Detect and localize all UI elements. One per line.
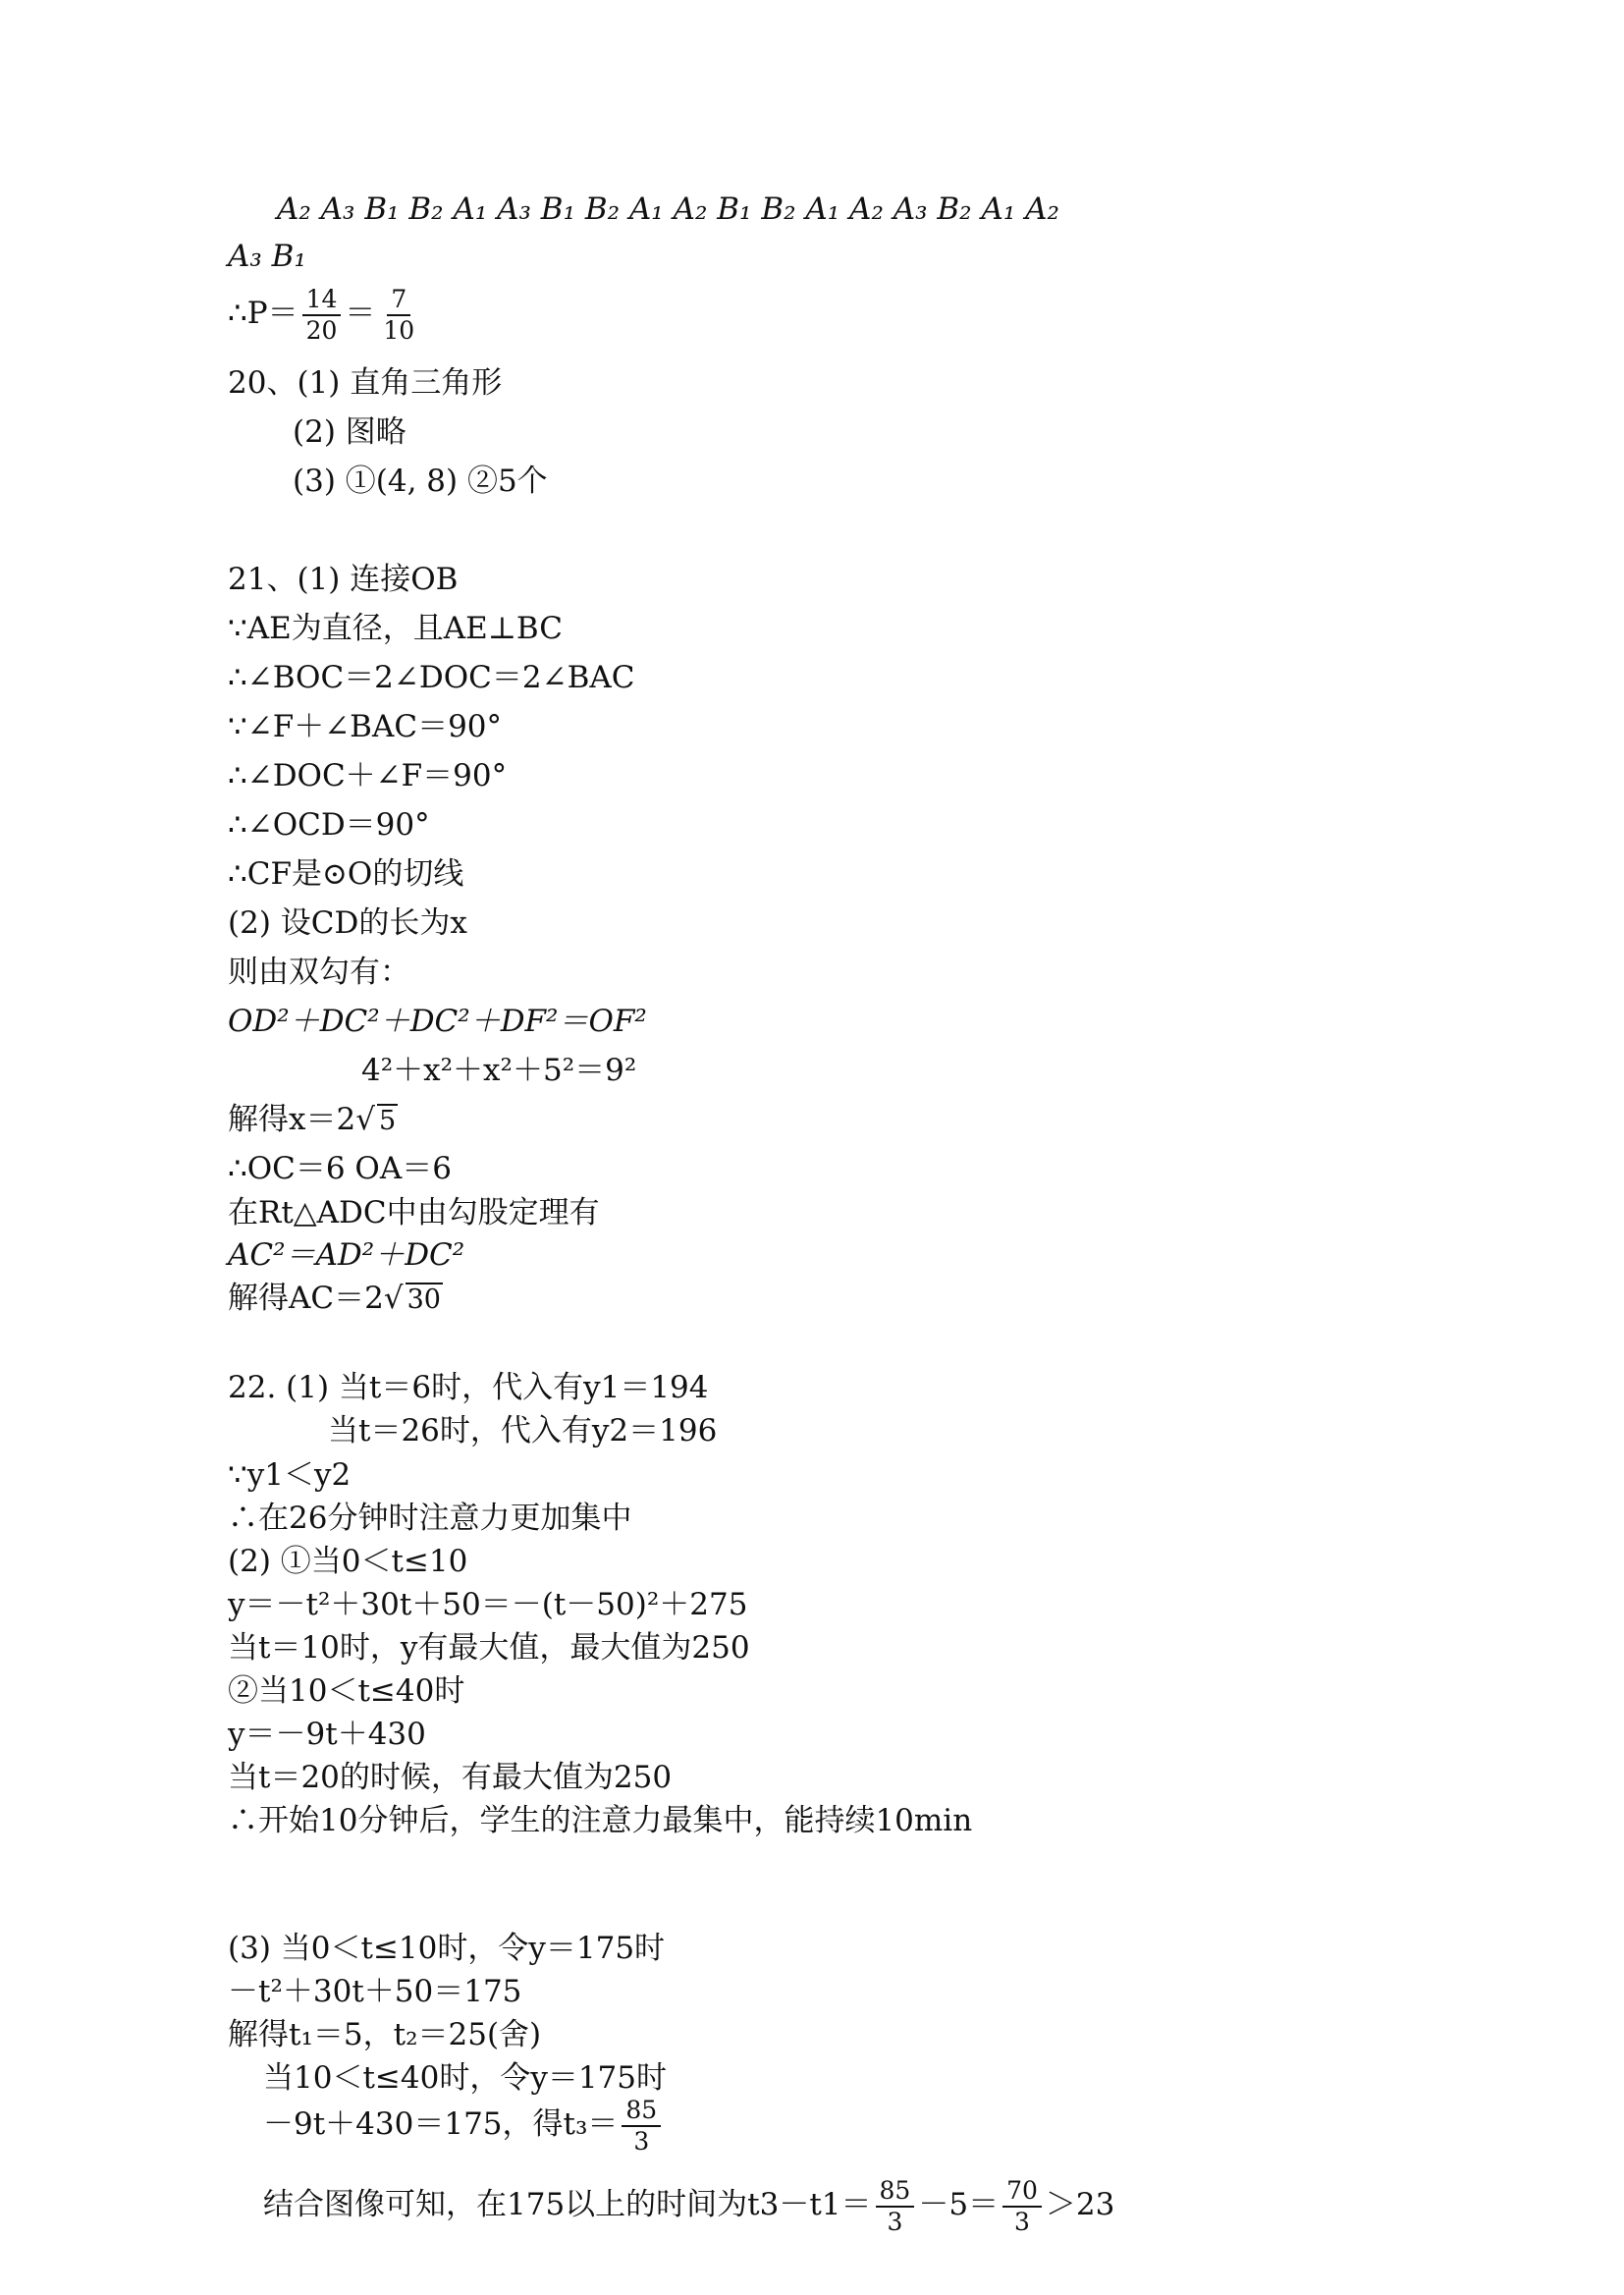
probability-line <box>228 281 422 346</box>
fraction-14-20 <box>302 285 342 346</box>
q22-line-2: 当t＝26时，代入有y2＝196 <box>328 1413 718 1448</box>
q22-line-16-text: －9t＋430＝175，得t₃＝ <box>263 2106 619 2142</box>
q22-line-8: ②当10＜t≤40时 <box>228 1673 465 1709</box>
enumeration-line-2: A₃ B₁ <box>228 239 306 274</box>
q22-line-7: 当t＝10时，y有最大值，最大值为250 <box>228 1630 750 1666</box>
sqrt-radicand: 30 <box>406 1284 441 1315</box>
fraction-numerator: 7 <box>387 285 410 316</box>
sqrt-icon: √ <box>355 1102 375 1137</box>
fraction-85-3 <box>876 2176 915 2237</box>
q21-line-12-text: 解得x＝2 <box>228 1102 356 1137</box>
q22-line-9: y＝－9t＋430 <box>228 1717 426 1752</box>
q22-line-14: 解得t₁＝5，t₂＝25(舍) <box>228 2017 542 2052</box>
fraction-70-3 <box>1002 2176 1042 2237</box>
fraction-denominator: 3 <box>887 2207 903 2236</box>
fraction-numerator: 14 <box>302 285 342 316</box>
fraction-85-3 <box>622 2096 661 2157</box>
q21-line-11: 4²＋x²＋x²＋5²＝9² <box>361 1053 637 1088</box>
fraction-numerator: 85 <box>876 2176 915 2208</box>
q22-line-3: ∵y1＜y2 <box>228 1457 352 1493</box>
q21-line-1: 21、(1) 连接OB <box>228 562 459 597</box>
q21-line-7: ∴CF是⊙O的切线 <box>228 856 464 892</box>
q22-line-17-text: 结合图像可知，在175以上的时间为t3－t1＝ <box>263 2187 872 2222</box>
sqrt-icon: √ <box>383 1281 404 1316</box>
q22-line-10: 当t＝20的时候，有最大值为250 <box>228 1760 673 1795</box>
sqrt-radicand: 5 <box>378 1106 397 1136</box>
equals-sign: ＝ <box>345 296 376 331</box>
fraction-7-10 <box>379 285 418 346</box>
q22-line-6: y＝－t²＋30t＋50＝－(t－50)²＋275 <box>228 1587 748 1622</box>
q20-part1: 20、(1) 直角三角形 <box>228 365 503 401</box>
fraction-denominator: 3 <box>1014 2207 1030 2236</box>
q21-line-16 <box>228 1279 443 1320</box>
q21-line-15: AC²＝AD²＋DC² <box>228 1237 465 1273</box>
q20-part2: (2) 图略 <box>293 414 406 450</box>
fraction-denominator: 10 <box>383 315 415 345</box>
fraction-denominator: 20 <box>305 315 338 345</box>
minus-five: －5＝ <box>918 2187 1000 2222</box>
q21-line-6: ∴∠OCD＝90° <box>228 807 430 843</box>
q21-line-2: ∵AE为直径，且AE⊥BC <box>228 611 563 646</box>
q21-line-9: 则由双勾有： <box>228 955 410 990</box>
fraction-numerator: 85 <box>622 2096 661 2127</box>
q22-line-5: (2) ①当0＜t≤10 <box>228 1544 468 1579</box>
q22-line-12: (3) 当0＜t≤10时，令y＝175时 <box>228 1931 666 1966</box>
q22-line-4: ∴在26分钟时注意力更加集中 <box>228 1501 632 1536</box>
q21-line-12 <box>228 1100 398 1141</box>
q20-part3: (3) ①(4, 8) ②5个 <box>293 464 548 499</box>
q22-line-1: 22. (1) 当t＝6时，代入有y1＝194 <box>228 1370 709 1405</box>
q22-line-13: －t²＋30t＋50＝175 <box>228 1974 522 2009</box>
fraction-denominator: 3 <box>633 2126 650 2156</box>
fraction-numerator: 70 <box>1002 2176 1042 2208</box>
greater-than-23: ＞23 <box>1045 2187 1115 2222</box>
q21-line-14: 在Rt△ADC中由勾股定理有 <box>228 1195 600 1230</box>
q21-line-4: ∵∠F＋∠BAC＝90° <box>228 709 503 744</box>
q22-line-15: 当10＜t≤40时，令y＝175时 <box>263 2060 668 2096</box>
enumeration-line-1: A₂ A₃ B₁ B₂ A₁ A₃ B₁ B₂ A₁ A₂ B₁ B₂ A₁ A₂ A₃ B₂ A₁ A₂ <box>277 191 1059 227</box>
probability-label: ∴P＝ <box>228 296 298 331</box>
q21-line-5: ∴∠DOC＋∠F＝90° <box>228 758 508 793</box>
q22-line-11: ∴开始10分钟后，学生的注意力最集中，能持续10min <box>228 1803 973 1838</box>
q21-line-3: ∴∠BOC＝2∠DOC＝2∠BAC <box>228 660 635 695</box>
q21-line-16-text: 解得AC＝2 <box>228 1281 384 1316</box>
q21-line-13: ∴OC＝6 OA＝6 <box>228 1151 452 1186</box>
q21-line-8: (2) 设CD的长为x <box>228 905 467 941</box>
q22-line-16 <box>263 2092 665 2157</box>
q21-line-10: OD²＋DC²＋DC²＋DF²＝OF² <box>228 1004 647 1039</box>
q22-line-17 <box>263 2172 1114 2237</box>
